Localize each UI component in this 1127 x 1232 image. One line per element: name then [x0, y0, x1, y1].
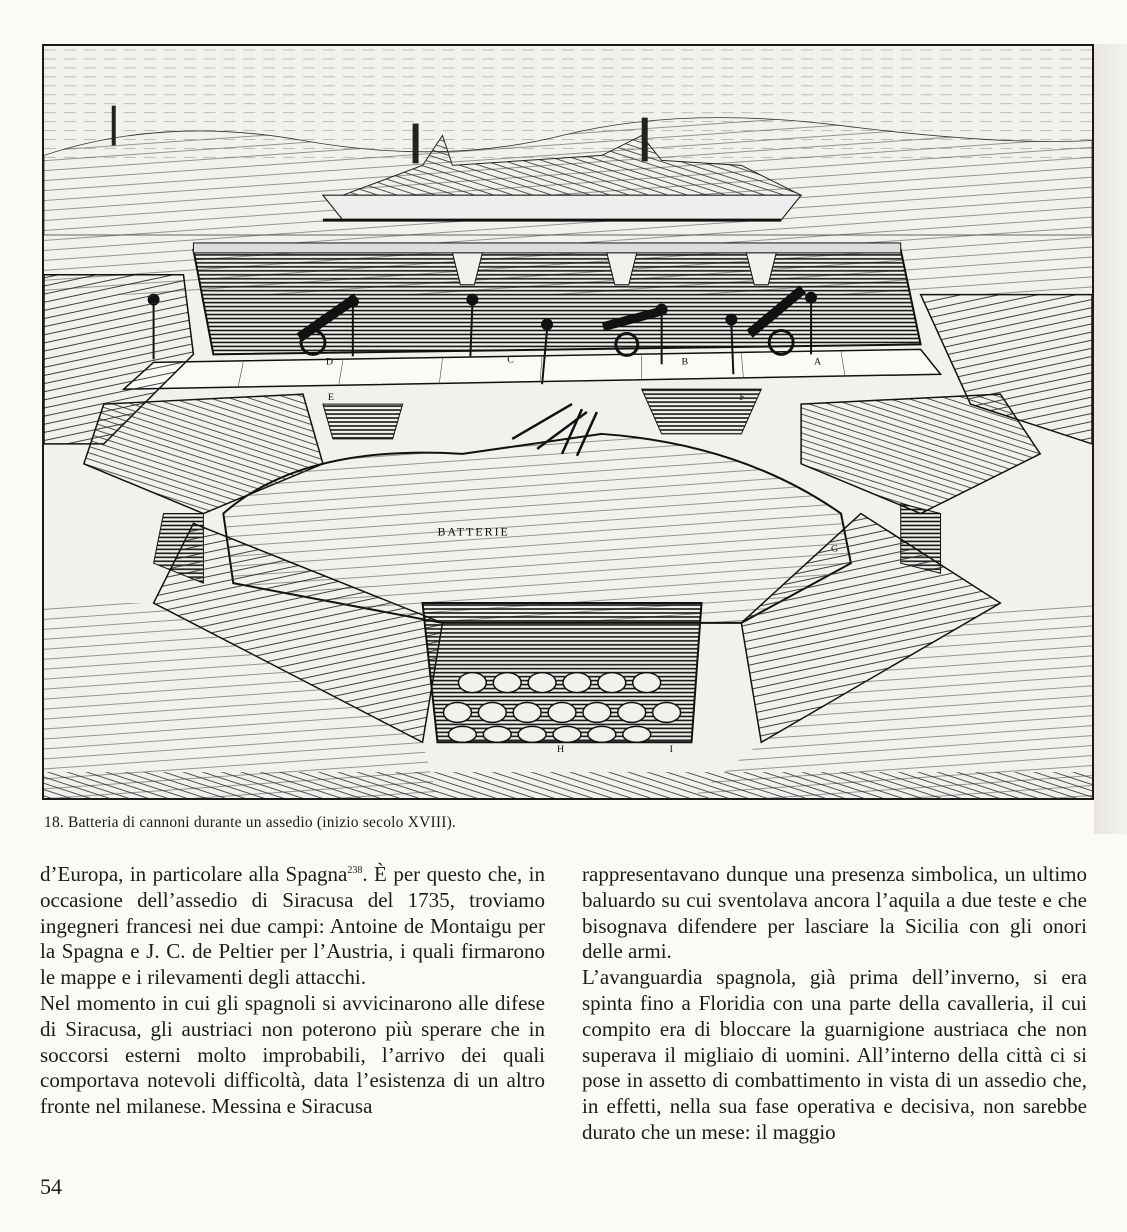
text-column-left — [40, 862, 545, 1120]
figure-label-batterie: BATTERIE — [437, 524, 510, 539]
figure-letter-f: F — [739, 392, 745, 404]
figure-letter-b: B — [681, 356, 689, 368]
paragraph: Nel momento in cui gli spagnoli si avvicinarono alle difese di Siracusa, gli austriaci non poterono più sperare che in soccorsi esterni molto improbabili, l’arrivo dei quali comportava notevoli difficoltà, data l’esistenza di un altro fronte nel milanese. Messina e Siracusa — [40, 990, 545, 1119]
engraving-figure — [42, 44, 1094, 800]
figure-letter-g: G — [830, 543, 839, 555]
figure-letter-e: E — [327, 392, 334, 404]
figure-letter-h: H — [557, 744, 565, 756]
figure-letter-a: A — [814, 356, 822, 368]
page-number: 54 — [40, 1174, 62, 1199]
figure-letter-d: D — [325, 356, 334, 368]
footnote-ref: 238 — [347, 865, 363, 876]
paragraph: d’Europa, in particolare alla Spagna$^{238}$. È per questo che, in occasione dell’assedio di Siracusa del 1735, troviamo ingegneri francesi nei due campi: Antoine de Montaigu per la Spagna e J. C. de Peltier per l’Austria, i quali firmarono le mappe e i rilevamenti degli attacchi. — [40, 862, 545, 990]
battery-engraving-illustration — [44, 46, 1092, 798]
figure-letter-i: I — [669, 744, 673, 756]
figure-caption: 18. Batteria di cannoni durante un assedio (inizio secolo XVIII). — [44, 814, 457, 831]
paragraph: rappresentavano dunque una presenza simbolica, un ultimo baluardo su cui sventolava ancora l’aquila a due teste e che bisognava difendere per lasciare la Sicilia con gli onori delle armi. — [582, 862, 1087, 964]
paragraph: L’avanguardia spagnola, già prima dell’inverno, si era spinta fino a Floridia con una parte della cavalleria, il cui compito era di bloccare la guarnigione austriaca che non superava il migliaio di uomini. All’interno della città ci si pose in assetto di combattimento in vista di un assedio che, in effetti, nella sua fase operativa e decisiva, non sarebbe durato che un mese: il maggio — [582, 965, 1087, 1144]
figure-letter-c: C — [507, 354, 514, 366]
text-column-right — [582, 862, 1087, 1146]
page-edge-shadow — [1094, 44, 1127, 834]
